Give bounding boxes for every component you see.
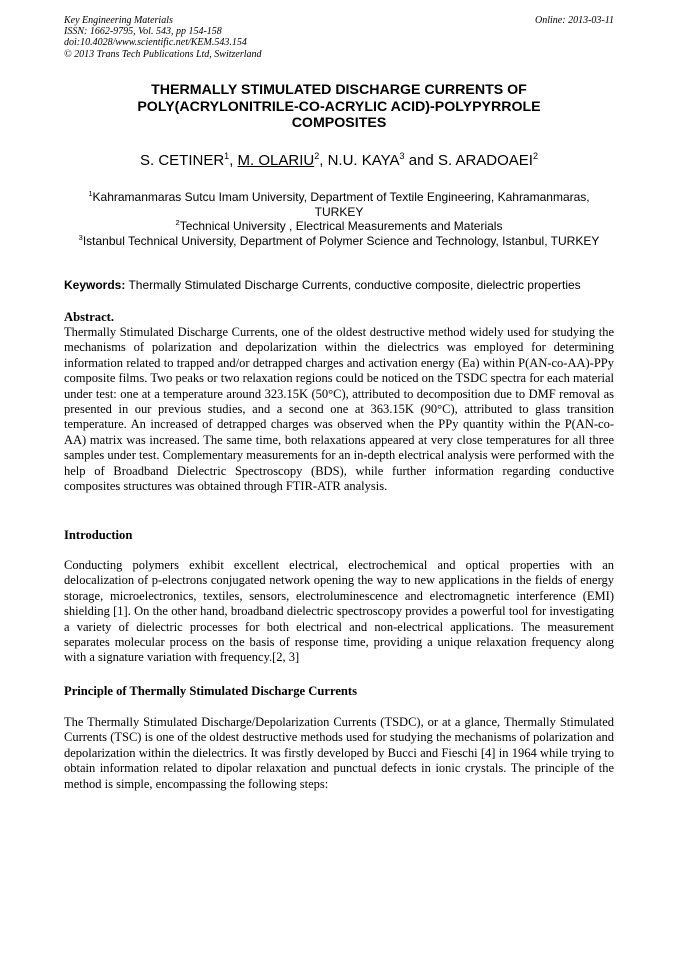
title-line-3: COMPOSITES: [291, 115, 387, 132]
author-separator: ,: [319, 152, 328, 169]
online-date: Online: 2013-03-11: [535, 15, 614, 26]
affiliation-marker: 2: [175, 218, 180, 228]
affiliation-text: Technical University , Electrical Measurements and Materials: [179, 219, 503, 234]
author-4-affiliation: 2: [532, 151, 538, 161]
keywords-label: Keywords:: [64, 278, 126, 292]
title-line-1: THERMALLY STIMULATED DISCHARGE CURRENTS OF: [151, 82, 527, 98]
principle-heading: Principle of Thermally Stimulated Discharge Currents: [64, 684, 358, 698]
journal-name: Key Engineering Materials: [64, 15, 173, 26]
journal-header: [64, 15, 262, 60]
author-3-affiliation: 3: [399, 151, 405, 161]
affiliation-3: [64, 234, 614, 249]
paper-title: [64, 82, 614, 132]
affiliation-text: Kahramanmaras Sutcu Imam University, Department of Textile Engineering, Kahramanmaras, TURKEY: [92, 190, 590, 219]
affiliation-marker: 3: [78, 232, 83, 242]
keywords: [64, 278, 614, 292]
abstract-heading: Abstract.: [64, 310, 115, 324]
author-list: [64, 152, 614, 170]
affiliation-2: [64, 219, 614, 234]
title-line-2: POLY(ACRYLONITRILE-CO-ACRYLIC ACID)-POLYPYRROLE: [137, 98, 541, 115]
copyright-line: © 2013 Trans Tech Publications Ltd, Switzerland: [64, 48, 262, 60]
author-2: M. OLARIU: [237, 152, 315, 169]
introduction-heading: Introduction: [64, 528, 133, 542]
introduction-body: Conducting polymers exhibit excellent electrical, electrochemical and optical properties with an delocalization of p-electrons conjugated network opening the way to new applications in the fields of energy storage, microelectronics, textiles, sensors, electroluminescence and electromagnetic interference (EMI) shielding [1]. On the other hand, broadband dielectric spectroscopy provides a powerful tool for investigating a variety of dielectric processes for both electrical and non-electrical applications. The measurement separates molecular process on the basis of response time, providing a unique relaxation frequency along with a signature variation with frequency.[2, 3]: [64, 558, 614, 665]
author-1-affiliation: 1: [224, 151, 230, 161]
principle-body: The Thermally Stimulated Discharge/Depolarization Currents (TSDC), or at a glance, Thermally Stimulated Currents (TSC) is one of the oldest destructive methods used for studying the mechanisms of polarization and depolarization within the dielectrics. It was firstly developed by Bucci and Fieschi [4] in 1964 while trying to obtain information related to dipolar relaxation and punctual defects in ionic crystals. The principle of the method is simple, encompassing the following steps:: [64, 715, 614, 791]
author-separator: and: [404, 152, 438, 169]
affiliations: [64, 190, 614, 248]
abstract-body: Thermally Stimulated Discharge Currents, one of the oldest destructive method widely used for studying the mechanisms of polarization and depolarization within the dielectrics was employed for determining information related to trapped and/or detrapped charges and activation energy (Ea) within P(AN-co-AA)-PPy composite films. Two peaks or two relaxation regions could be noticed on the TSDC spectra for each material under test: one at a temperature around 323.15K (50°C), attributed to decomposition due to DMF removal as presented in our previous studies, and a second one at 363.15K (90°C), attributed to glass transition temperature. An increased of detrapped charges was observed when the PPy quantity within the P(AN-co-AA) matrix was increased. The same time, both relaxations appeared at very close temperatures for all three samples under test. Complementary measurements for an in-depth electrical analysis were performed with the help of Broadband Dielectric Spectroscopy (BDS), while further information regarding conductive composites structures was obtained through FTIR-ATR analysis.: [64, 325, 614, 494]
affiliation-marker: 1: [88, 189, 93, 198]
doi-line: doi:10.4028/www.scientific.net/KEM.543.154: [64, 37, 247, 49]
author-3: N.U. KAYA: [327, 152, 400, 169]
keywords-text: Thermally Stimulated Discharge Currents, conductive composite, dielectric properties: [125, 278, 581, 292]
issn-line: ISSN: 1662-9795, Vol. 543, pp 154-158: [64, 26, 222, 38]
author-4: S. ARADOAEI: [437, 152, 533, 169]
author-1: S. CETINER: [139, 152, 225, 169]
affiliation-text: Istanbul Technical University, Department of Polymer Science and Technology, Istanbul, TURKEY: [82, 233, 600, 248]
author-2-affiliation: 2: [314, 151, 320, 161]
affiliation-1: [64, 190, 614, 219]
author-separator: ,: [229, 152, 238, 169]
